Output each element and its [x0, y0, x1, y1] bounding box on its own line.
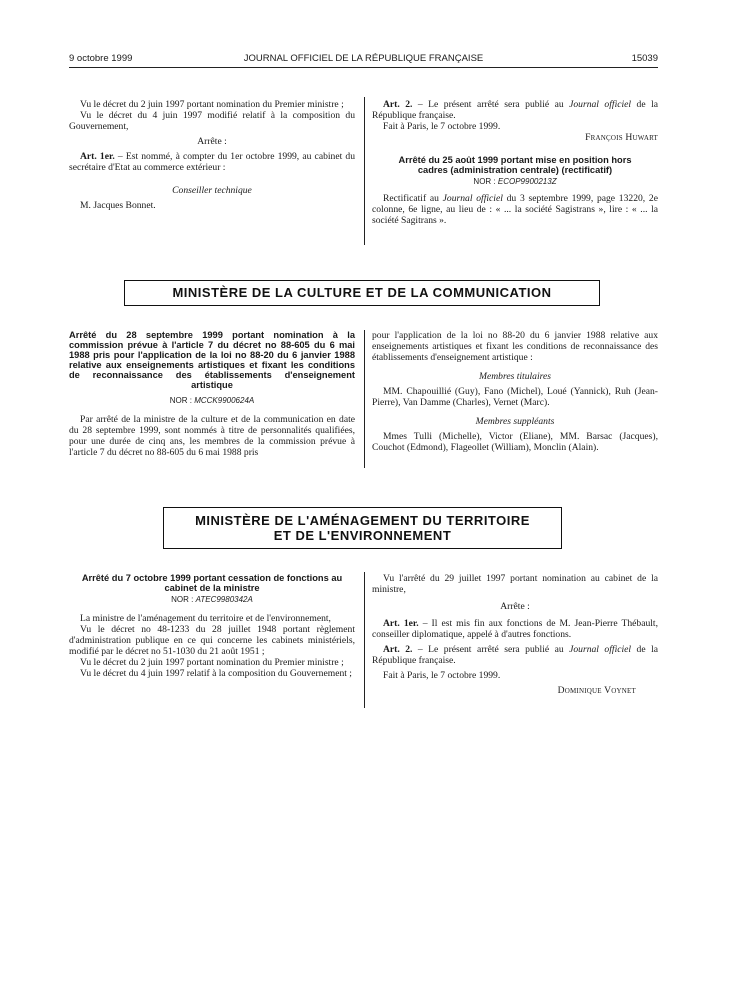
- header-date: 9 octobre 1999: [69, 53, 133, 64]
- article-2-text-a: – Le présent arrêté sera publié au: [412, 99, 570, 110]
- environment-left-column: [69, 573, 355, 679]
- article-2-label: Art. 2.: [383, 99, 413, 110]
- rectificatif-text-b: du 3 septembre 1999, page 13220, 2e colonne, 6e ligne, au lieu de : « ... la société Sagistrans », lire : « ... la société Sagitrans ».: [372, 193, 658, 226]
- article-2-text-b: de la République française.: [372, 644, 658, 666]
- ministry-culture-name: MINISTÈRE DE LA CULTURE ET DE LA COMMUNICATION: [172, 285, 552, 300]
- article-2-publication: [372, 644, 658, 666]
- header-rule: [69, 67, 658, 68]
- environment-right-column: [372, 573, 658, 696]
- culture-left-column: [69, 330, 355, 458]
- role-heading: Conseiller technique: [172, 185, 252, 196]
- top-right-column: [372, 99, 658, 226]
- visa-gouvernement: Vu le décret du 4 juin 1997 modifié relatif à la composition du Gouvernement,: [69, 110, 355, 132]
- journal-officiel-ref: Journal officiel: [442, 193, 503, 204]
- header-page-number: 15039: [631, 53, 658, 64]
- column-divider-top: [364, 97, 365, 245]
- column-divider-culture: [364, 330, 365, 468]
- visa-gouvernement: Vu le décret du 4 juin 1997 relatif à la composition du Gouvernement ;: [80, 668, 352, 679]
- journal-officiel-ref: Journal officiel: [569, 644, 632, 655]
- fait-a-paris: Fait à Paris, le 7 octobre 1999.: [383, 121, 501, 132]
- ministry-env-line-2: ET DE L'ENVIRONNEMENT: [273, 528, 452, 543]
- signature: Dominique Voynet: [557, 685, 636, 696]
- article-1-text: – Il est mis fin aux fonctions de M. Jean-Pierre Thébault, conseiller diplomatique, appelé à d'autres fonctions.: [372, 618, 658, 640]
- suppleants-list: Mmes Tulli (Michelle), Victor (Eliane), MM. Barsac (Jacques), Couchot (Edmond), Flageollet (William), Monclin (Alain).: [372, 431, 658, 453]
- rectificatif-text: [372, 193, 658, 226]
- ministry-env-line-1: MINISTÈRE DE L'AMÉNAGEMENT DU TERRITOIRE: [195, 513, 530, 528]
- ministre-intro: La ministre de l'aménagement du territoire et de l'environnement,: [80, 613, 331, 624]
- nor-code: ECOP9900213Z: [497, 177, 557, 186]
- decree-title: Arrêté du 25 août 1999 portant mise en position hors cadres (administration centrale) (rectificatif): [398, 155, 632, 175]
- article-2-publication: [372, 99, 658, 121]
- page-header: [69, 53, 658, 67]
- nor-reference: [69, 395, 355, 406]
- article-2-text-b: de la République française.: [372, 99, 658, 121]
- culture-right-column: [372, 330, 658, 453]
- decree-body-continued: pour l'application de la loi no 88-20 du 6 janvier 1988 relative aux enseignements artistiques et fixant les conditions de reconnaissance des établissements d'enseignement artistique :: [372, 330, 658, 363]
- decree-title: Arrêté du 28 septembre 1999 portant nomination à la commission prévue à l'article 7 du décret no 88-605 du 6 mai 1988 pris pour l'application de la loi no 88-20 du 6 janvier 1988 relative aux enseignements artistiques et fixant les conditions de reconnaissance des établissements d'enseignement artistique: [69, 330, 355, 390]
- article-1-label: Art. 1er.: [80, 151, 115, 162]
- visa-premier-ministre: Vu le décret du 2 juin 1997 portant nomination du Premier ministre ;: [80, 99, 344, 110]
- nor-reference: [69, 594, 355, 605]
- nor-code: MCCK9900624A: [194, 396, 255, 405]
- arrete-label: Arrête :: [197, 136, 227, 147]
- nor-label: NOR :: [169, 396, 195, 405]
- decree-title: Arrêté du 7 octobre 1999 portant cessation de fonctions au cabinet de la ministre: [81, 573, 343, 593]
- nor-code: ATEC9980342A: [195, 595, 253, 604]
- suppleants-heading: Membres suppléants: [475, 416, 555, 427]
- article-1: [372, 618, 658, 640]
- article-1-label: Art. 1er.: [383, 618, 419, 629]
- article-1-text: – Est nommé, à compter du 1er octobre 1999, au cabinet du secrétaire d'Etat au commerce extérieur :: [69, 151, 355, 173]
- appointee-name: M. Jacques Bonnet.: [80, 200, 156, 211]
- arrete-label: Arrête :: [500, 601, 530, 612]
- article-1: [69, 151, 355, 173]
- ministry-environment-heading: [163, 507, 562, 549]
- nor-label: NOR :: [171, 595, 196, 604]
- header-journal-title: JOURNAL OFFICIEL DE LA RÉPUBLIQUE FRANÇAISE: [243, 53, 484, 64]
- visa-premier-ministre: Vu le décret du 2 juin 1997 portant nomination du Premier ministre ;: [80, 657, 344, 668]
- journal-officiel-ref: Journal officiel: [569, 99, 632, 110]
- signature: François Huwart: [585, 132, 658, 143]
- article-2-text-a: – Le présent arrêté sera publié au: [412, 644, 570, 655]
- rectificatif-text-a: Rectificatif au: [383, 193, 443, 204]
- visa-decret-1948: Vu le décret no 48-1233 du 28 juillet 1948 portant règlement d'administration publique en ce qui concerne les cabinets ministériels, modifié par le décret no 51-1030 du 21 août 1951 ;: [69, 624, 355, 657]
- nor-label: NOR :: [473, 177, 498, 186]
- titulaires-heading: Membres titulaires: [478, 371, 552, 382]
- visa-arrete-cabinet: Vu l'arrêté du 29 juillet 1997 portant nomination au cabinet de la ministre,: [372, 573, 658, 595]
- column-divider-environment: [364, 572, 365, 708]
- fait-a-paris: Fait à Paris, le 7 octobre 1999.: [383, 670, 501, 681]
- top-left-column: [69, 99, 355, 211]
- article-2-label: Art. 2.: [383, 644, 413, 655]
- titulaires-list: MM. Chapouillié (Guy), Fano (Michel), Loué (Yannick), Ruh (Jean-Pierre), Van Damme (Charles), Vernet (Marc).: [372, 386, 658, 408]
- nor-reference: [372, 176, 658, 187]
- ministry-culture-heading: [124, 280, 600, 306]
- decree-body: Par arrêté de la ministre de la culture et de la communication en date du 28 septembre 1999, sont nommés à titre de personnalités qualifiées, pour une durée de cinq ans, les membres de la commission prévue à l'article 7 du décret no 88-605 du 6 mai 1988 pris: [69, 414, 355, 458]
